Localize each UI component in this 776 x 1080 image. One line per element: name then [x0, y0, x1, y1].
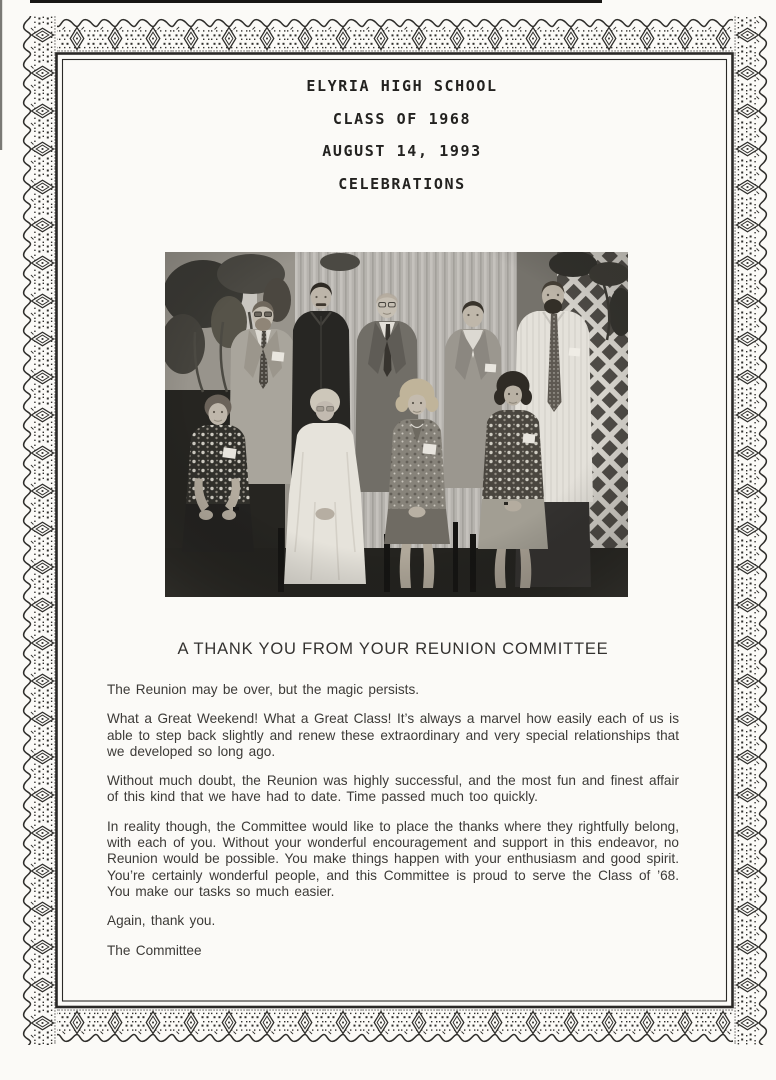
letter-heading: A THANK YOU FROM YOUR REUNION COMMITTEE [177, 640, 609, 658]
letter-paragraph: What a Great Weekend! What a Great Class! It’s always a marvel how easily each of us is able to step back slightly and renew these extraordinary and very special relationships that we developed so long ago. [107, 711, 679, 759]
header-event-date: AUGUST 14, 1993 [322, 142, 482, 160]
letter-paragraph: The Reunion may be over, but the magic persists. [107, 682, 420, 697]
letter-paragraph: Without much doubt, the Reunion was highly successful, and the most fun and finest affair of this kind that we have had to date. Time passed much too quickly. [107, 773, 679, 805]
header-class-year: CLASS OF 1968 [332, 109, 472, 128]
document-header [28, 70, 776, 200]
letter-closing: Again, thank you. [107, 913, 216, 929]
letter-body [107, 640, 679, 972]
group-photo-image [165, 252, 628, 597]
scan-artifact-left-edge [0, 0, 2, 150]
letter-paragraph: In reality though, the Committee would like to place the thanks where they rightfully belong, with each of you. Without your wonderful encouragement and support in this endeavor, no Reunion would be possible. You make things happen with your enthusiasm and good spirit. You’re certainly wonderful people, and this Committee is proud to serve the Class of ’68. You make our tasks so much easier. [107, 818, 679, 899]
photo-vignette [165, 252, 628, 597]
header-event-name: CELEBRATIONS [338, 174, 466, 193]
scan-artifact-top-line [30, 0, 602, 3]
header-school-name: ELYRIA HIGH SCHOOL [306, 77, 498, 95]
group-photo [165, 252, 628, 597]
letter-signature: The Committee [107, 942, 202, 958]
